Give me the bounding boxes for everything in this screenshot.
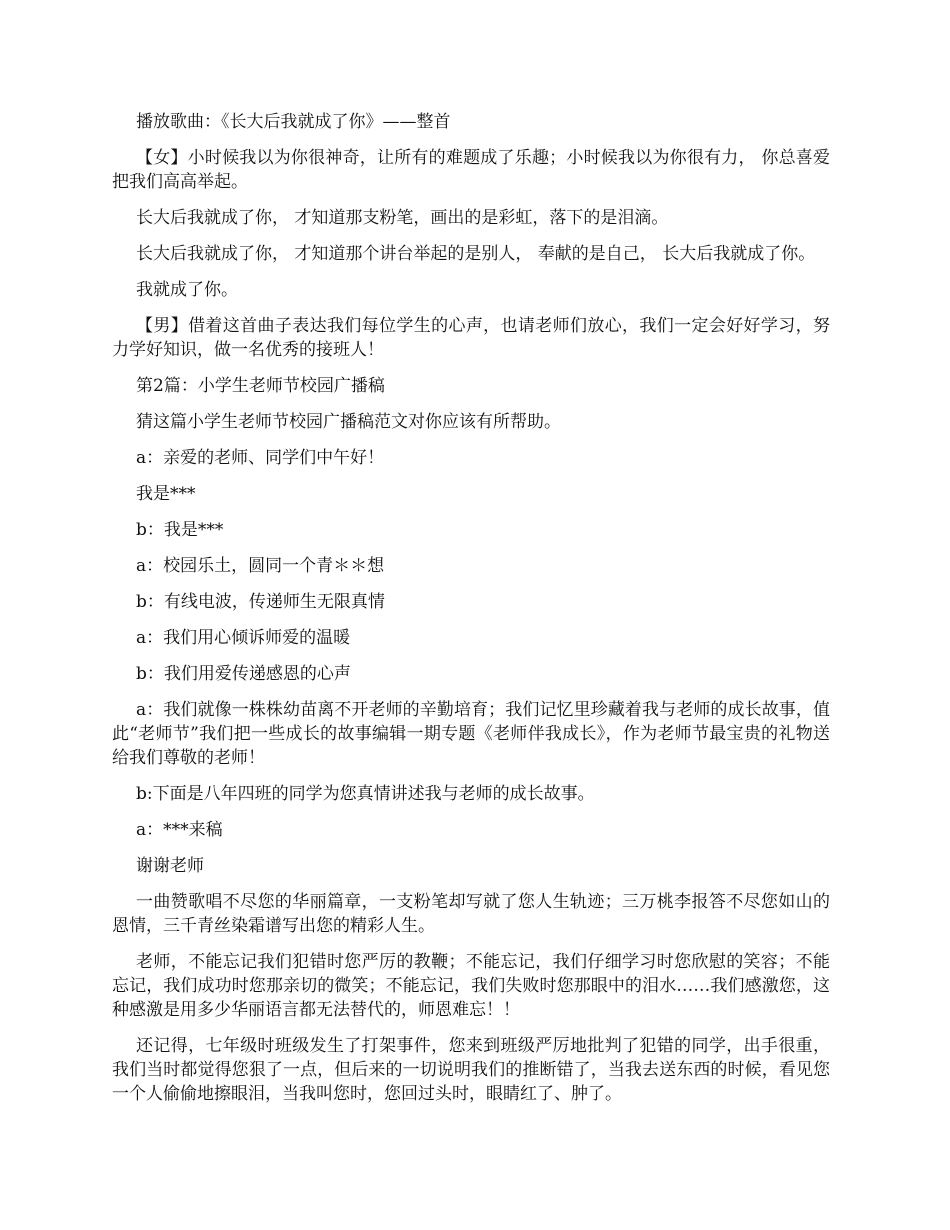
paragraph-intro: 猜这篇小学生老师节校园广播稿范文对你应该有所帮助。 bbox=[136, 412, 561, 432]
paragraph-memory: 还记得，七年级时班级发生了打架事件，您来到班级严厉地批判了犯错的同学，出手很重，我们当时都觉得您狠了一点，但后来的一切说明我们的推断错了，当我去送东西的时候，看见您一个人偷偷地擦眼泪，当我叫您时，您回过头时，眼睛红了、肿了。 bbox=[112, 1036, 830, 1104]
paragraph-male-speech: 【男】借着这首曲子表达我们每位学生的心声，也请老师们放心，我们一定会好好学习，努力学好知识，做一名优秀的接班人！ bbox=[112, 316, 830, 360]
paragraph-lyrics-podium: 长大后我就成了你， 才知道那个讲台举起的是别人， 奉献的是自己， 长大后我就成了你。 bbox=[136, 244, 816, 264]
paragraph-lyrics-chalk: 长大后我就成了你， 才知道那支粉笔，画出的是彩虹，落下的是泪滴。 bbox=[136, 208, 669, 228]
paragraph-gratitude: 老师，不能忘记我们犯错时您严厉的教鞭；不能忘记，我们仔细学习时您欣慰的笑容；不能忘记，我们成功时您那亲切的微笑；不能忘记，我们失败时您那眼中的泪水……我们感激您，这种感激是用多少华丽语言都无法替代的，师恩难忘！！ bbox=[112, 952, 830, 1020]
paragraph-thanks: 谢谢老师 bbox=[136, 856, 204, 876]
paragraph-lyrics-end: 我就成了你。 bbox=[136, 280, 238, 300]
paragraph-song-title: 播放歌曲：《长大后我就成了你》——整首 bbox=[136, 112, 451, 132]
paragraph-line-a3: a：我们就像一株株幼苗离不开老师的辛勤培育；我们记忆里珍藏着我与老师的成长故事，值此“老师节”我们把一些成长的故事编辑一期专题《老师伴我成长》，作为老师节最宝贵的礼物送给我们尊敬的老师！ bbox=[112, 700, 830, 768]
paragraph-praise: 一曲赞歌唱不尽您的华丽篇章，一支粉笔却写就了您人生轨迹；三万桃李报答不尽您如山的恩情，三千青丝染霜谱写出您的精彩人生。 bbox=[112, 892, 830, 936]
paragraph-contribution: a：***来稿 bbox=[136, 820, 223, 840]
paragraph-line-b2: b：我们用爱传递感恩的心声 bbox=[136, 664, 351, 684]
section-heading: 第2篇：小学生老师节校园广播稿 bbox=[136, 376, 385, 396]
paragraph-line-a2: a：我们用心倾诉师爱的温暖 bbox=[136, 628, 351, 648]
paragraph-line-a1: a：校园乐土，圆同一个青＊＊想 bbox=[136, 556, 385, 576]
paragraph-greeting: a：亲爱的老师、同学们中午好！ bbox=[136, 448, 385, 468]
paragraph-host-b: b：我是*** bbox=[136, 520, 224, 540]
paragraph-host-a: 我是*** bbox=[136, 484, 196, 504]
paragraph-line-b3: b:下面是八年四班的同学为您真情讲述我与老师的成长故事。 bbox=[136, 784, 595, 804]
paragraph-female-lyrics: 【女】小时候我以为你很神奇，让所有的难题成了乐趣；小时候我以为你很有力， 你总喜爱把我们高高举起。 bbox=[112, 148, 830, 192]
paragraph-line-b1: b：有线电波，传递师生无限真情 bbox=[136, 592, 385, 612]
